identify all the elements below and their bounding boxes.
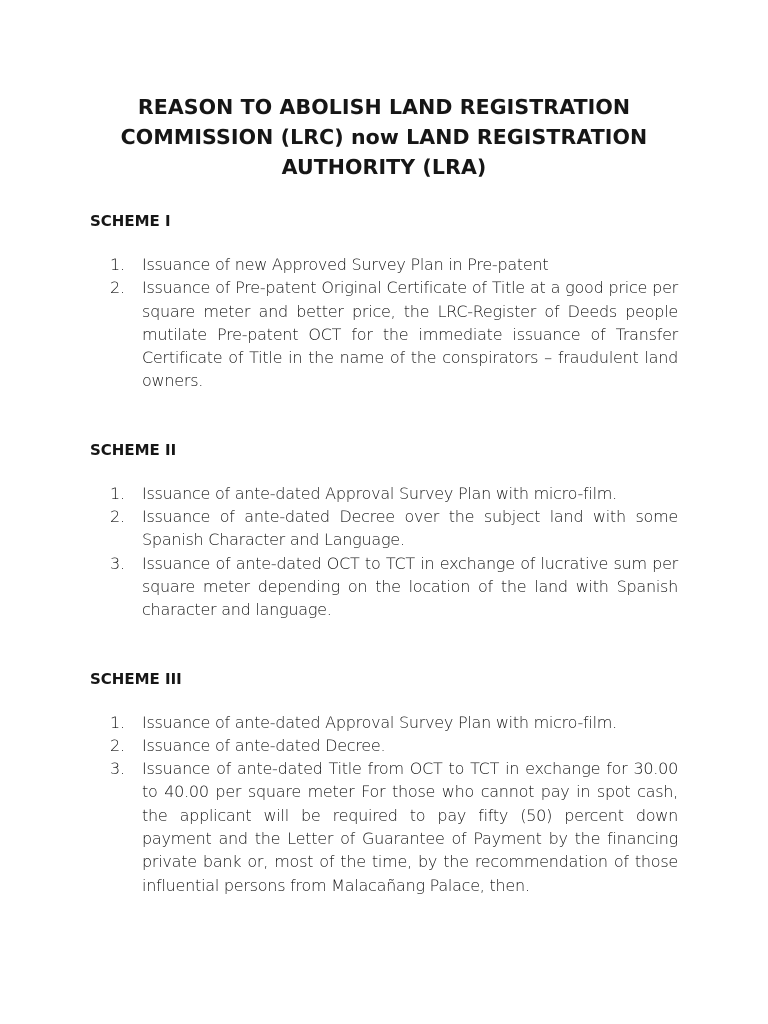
page-title [90,92,678,182]
document-page [0,92,768,1024]
list-item-text: Issuance of ante-dated Approval Survey Plan with micro-film. [142,712,617,732]
title-line: REASON TO ABOLISH LAND REGISTRATION [137,95,631,119]
list-item-text: Issuance of Pre-patent Original Certificate of Title at a good price per square meter and better price, the LRC-Register of Deeds people mutilate Pre-patent OCT for the immediate issuance of Transfer Certificate of Title in the name of the conspirators – fraudulent land owners. [142,278,678,391]
list-item [90,505,678,552]
scheme-3-list [90,711,678,897]
list-item-text: Issuance of ante-dated Decree over the subject land with some Spanish Character and Language. [142,507,678,550]
title-line: AUTHORITY (LRA) [281,155,487,179]
list-item-text: Issuance of ante-dated Decree. [142,735,386,755]
list-item [90,482,678,505]
list-item-number: 1. [110,255,125,274]
list-item-number: 1. [110,712,125,732]
list-item-number: 2. [110,735,125,755]
list-item-text: Issuance of ante-dated Approval Survey Plan with micro-film. [142,483,617,503]
list-item-number: 2. [110,278,125,298]
section-heading-scheme-2: SCHEME II [90,440,177,459]
list-item-text: Issuance of ante-dated OCT to TCT in exchange of lucrative sum per square meter depending on the location of the land with Spanish character and language. [142,553,678,620]
list-item-number: 3. [110,759,125,779]
list-item [90,552,678,622]
list-item-text: Issuance of ante-dated Title from OCT to TCT in exchange for 30.00 to 40.00 per square meter For those who cannot pay in spot cash, the applicant will be required to pay fifty (50) percent down payment and the Letter of Guarantee of Payment by the financing private bank or, most of the time, by the recommendation of those influential persons from Malacañang Palace, then. [142,759,678,895]
scheme-2-list [90,482,678,622]
list-item [90,757,678,897]
scheme-1-list [90,253,678,393]
list-item-number: 1. [110,483,125,503]
list-item-number: 3. [110,553,125,573]
list-item-text: Issuance of new Approved Survey Plan in Pre-patent [142,255,549,274]
list-item [90,711,678,734]
list-item [90,276,678,392]
list-item [90,734,678,757]
title-line: COMMISSION (LRC) now LAND REGISTRATION [120,125,648,149]
section-heading-scheme-1: SCHEME I [90,212,171,230]
section-heading-scheme-3: SCHEME III [90,669,182,688]
list-item [90,253,678,276]
list-item-number: 2. [110,507,125,527]
